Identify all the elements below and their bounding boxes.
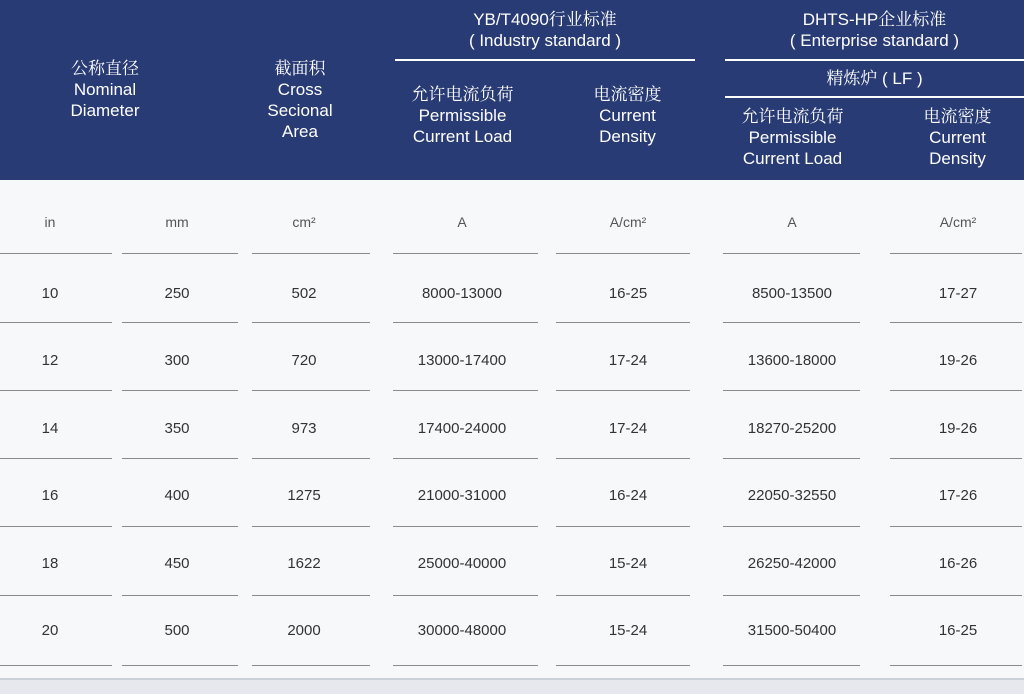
row-divider: [556, 458, 690, 459]
row-divider: [0, 595, 112, 596]
cross-en-2: Secional: [267, 101, 333, 120]
row-divider: [393, 526, 538, 527]
industry-load-header: [395, 84, 530, 147]
load-zh: 允许电流负荷: [741, 107, 844, 126]
cross-section-header: [240, 58, 360, 142]
table-cell: 18270-25200: [747, 420, 837, 437]
nominal-zh: 公称直径: [71, 59, 139, 78]
nominal-diameter-header: [40, 58, 170, 121]
row-divider: [723, 458, 860, 459]
table-cell: 250: [164, 285, 190, 302]
table-cell: 17-26: [938, 487, 978, 504]
industry-sub: ( Industry standard ): [468, 31, 622, 50]
table-cell: 15-24: [608, 622, 648, 639]
table-cell: 20: [41, 622, 59, 639]
table-cell: 350: [164, 420, 190, 437]
table-cell: 22050-32550: [747, 487, 837, 504]
row-divider: [890, 526, 1022, 527]
nominal-en-1: Nominal: [73, 80, 137, 99]
row-divider: [393, 595, 538, 596]
row-divider: [723, 322, 860, 323]
table-cell: 16-24: [608, 487, 648, 504]
table-cell: 16-26: [938, 555, 978, 572]
unit-cell: A/cm²: [609, 214, 647, 230]
row-divider: [556, 390, 690, 391]
enterprise-sub: ( Enterprise standard ): [789, 31, 960, 50]
row-divider: [122, 322, 238, 323]
table-cell: 17400-24000: [417, 420, 507, 437]
lf-divider: [725, 96, 1024, 98]
load-zh: 允许电流负荷: [411, 85, 514, 104]
industry-divider: [395, 59, 695, 61]
table-cell: 18: [41, 555, 59, 572]
row-divider: [890, 390, 1022, 391]
table-cell: 17-24: [608, 420, 648, 437]
load-en-2: Current Load: [412, 127, 513, 146]
row-divider: [0, 526, 112, 527]
table-cell: 300: [164, 352, 190, 369]
unit-cell: in: [44, 214, 56, 230]
row-divider: [252, 253, 370, 254]
table-cell: 16-25: [938, 622, 978, 639]
unit-cell: A: [787, 214, 797, 230]
nominal-en-2: Diameter: [70, 101, 140, 120]
enterprise-title: DHTS-HP企业标准: [802, 10, 947, 29]
bottom-strip: [0, 680, 1024, 694]
row-divider: [890, 665, 1022, 666]
row-divider: [556, 253, 690, 254]
table-cell: 16-25: [608, 285, 648, 302]
density-zh: 电流密度: [593, 85, 662, 104]
unit-cell: A/cm²: [939, 214, 977, 230]
table-cell: 2000: [287, 622, 321, 639]
industry-density-header: [565, 84, 690, 147]
table-cell: 14: [41, 420, 59, 437]
row-divider: [122, 526, 238, 527]
row-divider: [723, 390, 860, 391]
row-divider: [890, 253, 1022, 254]
row-divider: [393, 322, 538, 323]
table-cell: 31500-50400: [747, 622, 837, 639]
row-divider: [723, 665, 860, 666]
table-cell: 15-24: [608, 555, 648, 572]
row-divider: [122, 458, 238, 459]
row-divider: [0, 665, 112, 666]
table-cell: 10: [41, 285, 59, 302]
enterprise-load-header: [725, 106, 860, 169]
row-divider: [252, 322, 370, 323]
table-cell: 19-26: [938, 352, 978, 369]
enterprise-divider: [725, 59, 1024, 61]
density-en-2: Density: [929, 149, 986, 168]
cross-en-1: Cross: [277, 80, 323, 99]
unit-cell: mm: [165, 214, 189, 230]
row-divider: [393, 458, 538, 459]
table-cell: 17-24: [608, 352, 648, 369]
table-cell: 502: [291, 285, 317, 302]
row-divider: [393, 665, 538, 666]
row-divider: [122, 595, 238, 596]
table-cell: 13600-18000: [747, 352, 837, 369]
density-en-1: Current: [599, 106, 656, 125]
density-zh: 电流密度: [923, 107, 992, 126]
row-divider: [252, 665, 370, 666]
unit-cell: A: [457, 214, 467, 230]
table-cell: 25000-40000: [417, 555, 507, 572]
table-cell: 1275: [287, 487, 321, 504]
row-divider: [393, 253, 538, 254]
cross-en-3: Area: [282, 122, 318, 141]
row-divider: [252, 526, 370, 527]
row-divider: [890, 322, 1022, 323]
row-divider: [556, 322, 690, 323]
row-divider: [0, 458, 112, 459]
table-cell: 400: [164, 487, 190, 504]
load-en-1: Permissible: [418, 106, 507, 125]
row-divider: [723, 253, 860, 254]
density-en-2: Density: [599, 127, 656, 146]
table-cell: 500: [164, 622, 190, 639]
row-divider: [122, 253, 238, 254]
table-cell: 21000-31000: [417, 487, 507, 504]
row-divider: [252, 458, 370, 459]
industry-title: YB/T4090行业标准: [473, 10, 617, 29]
row-divider: [723, 526, 860, 527]
row-divider: [252, 595, 370, 596]
lf-label: 精炼炉 ( LF ): [826, 69, 923, 88]
table-cell: 13000-17400: [417, 352, 507, 369]
unit-cell: cm²: [292, 214, 316, 230]
row-divider: [890, 458, 1022, 459]
density-en-1: Current: [929, 128, 986, 147]
row-divider: [0, 253, 112, 254]
table-cell: 450: [164, 555, 190, 572]
row-divider: [0, 322, 112, 323]
row-divider: [556, 665, 690, 666]
row-divider: [556, 595, 690, 596]
cross-zh: 截面积: [274, 59, 326, 78]
industry-standard-title: [395, 9, 695, 51]
row-divider: [122, 390, 238, 391]
table-cell: 16: [41, 487, 59, 504]
row-divider: [252, 390, 370, 391]
row-divider: [393, 390, 538, 391]
table-cell: 17-27: [938, 285, 978, 302]
table-header: [0, 0, 1024, 180]
table-cell: 973: [291, 420, 317, 437]
row-divider: [0, 390, 112, 391]
table-cell: 26250-42000: [747, 555, 837, 572]
enterprise-density-header: [895, 106, 1020, 169]
table-cell: 8000-13000: [421, 285, 503, 302]
load-en-1: Permissible: [748, 128, 837, 147]
row-divider: [723, 595, 860, 596]
table-cell: 8500-13500: [751, 285, 833, 302]
row-divider: [122, 665, 238, 666]
enterprise-standard-title: [725, 9, 1024, 51]
table-cell: 30000-48000: [417, 622, 507, 639]
load-en-2: Current Load: [742, 149, 843, 168]
table-cell: 1622: [287, 555, 321, 572]
table-cell: 19-26: [938, 420, 978, 437]
lf-header: [725, 68, 1024, 89]
table-cell: 12: [41, 352, 59, 369]
table-cell: 720: [291, 352, 317, 369]
row-divider: [556, 526, 690, 527]
row-divider: [890, 595, 1022, 596]
